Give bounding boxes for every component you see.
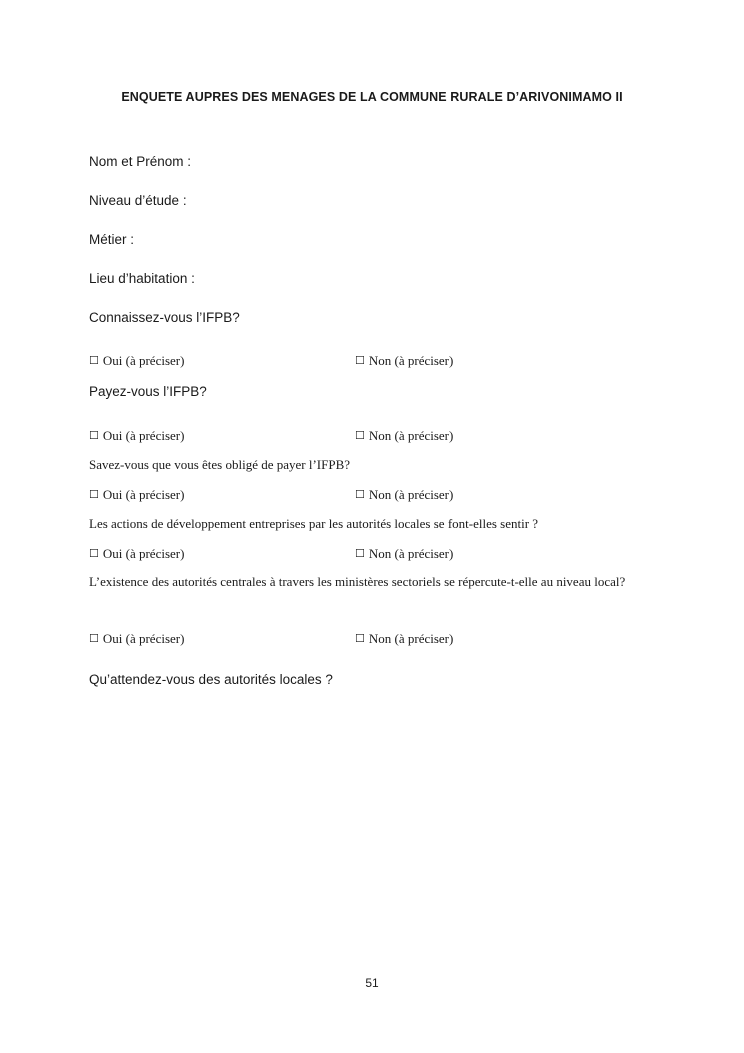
question-5: L’existence des autorités centrales à travers les ministères sectoriels se répercute-t-elle au niveau local? — [89, 574, 626, 589]
question-4: Les actions de développement entreprises par les autorités locales se font-elles sentir ? — [89, 516, 539, 531]
q1-option-no-label: Non (à préciser) — [368, 353, 454, 368]
field-occupation-label: Métier : — [89, 232, 135, 247]
question-3: Savez-vous que vous êtes obligé de payer l’IFPB? — [89, 457, 351, 472]
q4-option-no[interactable] — [355, 546, 453, 562]
checkbox-icon[interactable]: ☐ — [89, 429, 99, 442]
checkbox-icon[interactable]: ☐ — [355, 354, 365, 367]
checkbox-icon[interactable]: ☐ — [355, 488, 365, 501]
q2-option-yes[interactable] — [89, 428, 184, 444]
q2-option-no-label: Non (à préciser) — [368, 428, 454, 443]
checkbox-icon[interactable]: ☐ — [89, 354, 99, 367]
field-education-label: Niveau d’étude : — [89, 193, 187, 208]
q1-option-no[interactable] — [355, 353, 453, 369]
q3-option-yes-label: Oui (à préciser) — [102, 487, 185, 502]
q3-option-yes[interactable] — [89, 487, 184, 503]
q5-option-no[interactable] — [355, 631, 453, 647]
q3-option-no[interactable] — [355, 487, 453, 503]
q3-option-no-label: Non (à préciser) — [368, 487, 454, 502]
field-name-label: Nom et Prénom : — [89, 154, 192, 169]
q5-option-yes-label: Oui (à préciser) — [102, 631, 185, 646]
question-6: Qu’attendez-vous des autorités locales ? — [89, 672, 333, 687]
q2-option-no[interactable] — [355, 428, 453, 444]
q1-option-yes[interactable] — [89, 353, 184, 369]
checkbox-icon[interactable]: ☐ — [89, 632, 99, 645]
checkbox-icon[interactable]: ☐ — [355, 547, 365, 560]
checkbox-icon[interactable]: ☐ — [89, 547, 99, 560]
field-residence-label: Lieu d’habitation : — [89, 271, 195, 286]
checkbox-icon[interactable]: ☐ — [89, 488, 99, 501]
q5-option-yes[interactable] — [89, 631, 184, 647]
q1-option-yes-label: Oui (à préciser) — [102, 353, 185, 368]
survey-title: ENQUETE AUPRES DES MENAGES DE LA COMMUNE RURALE D’ARIVONIMAMO II — [121, 90, 623, 104]
q4-option-yes-label: Oui (à préciser) — [102, 546, 185, 561]
question-1: Connaissez-vous l’IFPB? — [89, 310, 240, 325]
page-number: 51 — [365, 976, 379, 990]
q5-option-no-label: Non (à préciser) — [368, 631, 454, 646]
checkbox-icon[interactable]: ☐ — [355, 632, 365, 645]
question-2: Payez-vous l’IFPB? — [89, 384, 207, 399]
q4-option-no-label: Non (à préciser) — [368, 546, 454, 561]
q2-option-yes-label: Oui (à préciser) — [102, 428, 185, 443]
q4-option-yes[interactable] — [89, 546, 184, 562]
checkbox-icon[interactable]: ☐ — [355, 429, 365, 442]
